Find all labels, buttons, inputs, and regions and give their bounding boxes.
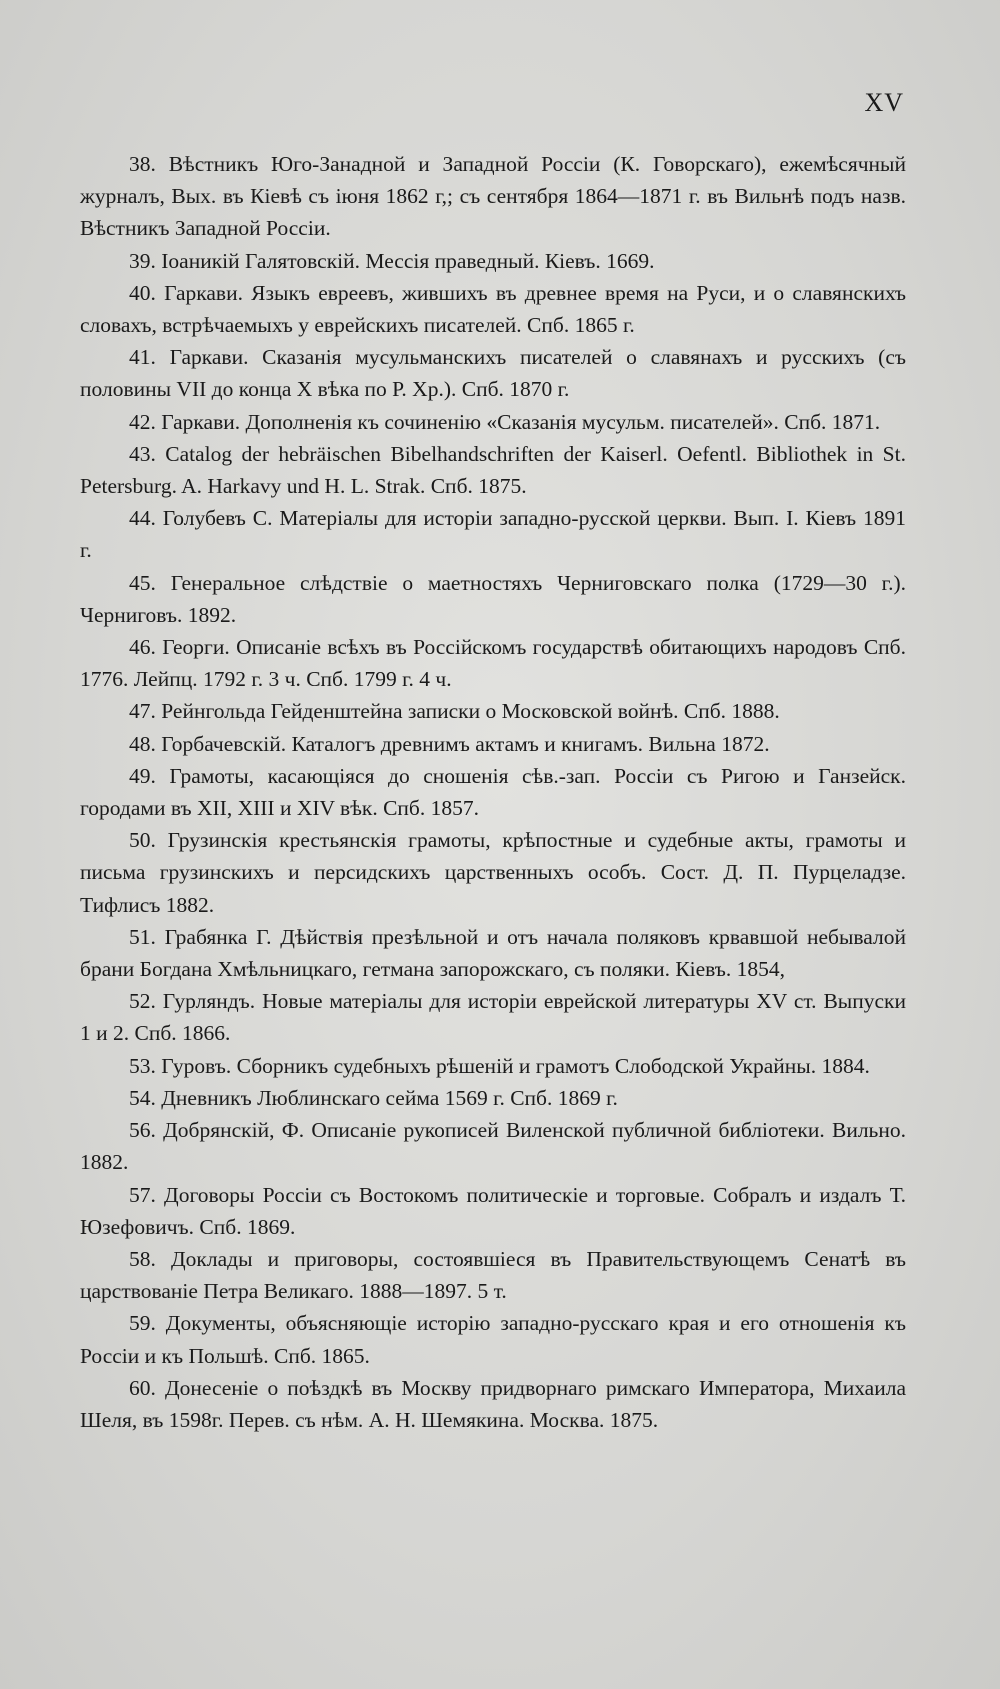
bibliography-entry: 40. Гаркави. Языкъ евреевъ, жившихъ въ древнее время на Руси, и о славянскихъ словахъ, встрѣчаемыхъ у еврейскихъ писателей. Спб. 1865 г. [80,280,906,338]
bibliography-entry: 38. Вѣстникъ Юго-Занадной и Западной Россіи (К. Говорскаго), ежемѣсячный журналъ, Вых. въ Кіевѣ съ іюня 1862 г,; съ сентября 1864—1871 г. въ Вильнѣ подъ назв. Вѣстникъ Западной Россіи. [80,152,906,241]
bibliography-entry: 47. Рейнгольда Гейденштейна записки о Московской войнѣ. Спб. 1888. [129,699,780,724]
bibliography-entry: 45. Генеральное слѣдствіе о маетностяхъ Черниговскаго полка (1729—30 г.). Черниговъ. 1892. [80,570,906,627]
bibliography-entry: 52. Гурляндъ. Новые матеріалы для исторіи еврейской литературы XV ст. Выпуски 1 и 2. Спб. 1866. [80,989,906,1046]
bibliography-entry: 46. Георги. Описаніе всѣхъ въ Россійскомъ государствѣ обитающихъ народовъ Спб. 1776. Лейпц. 1792 г. 3 ч. Спб. 1799 г. 4 ч. [80,635,906,692]
bibliography-entry: 41. Гаркави. Сказанія мусульманскихъ писателей о славянахъ и русскихъ (съ половины VII до конца X вѣка по Р. Хр.). Спб. 1870 г. [80,345,906,402]
bibliography-entry: 59. Документы, объясняющіе исторію западно-русскаго края и его отношенія къ Россіи и къ Польшѣ. Спб. 1865. [80,1311,906,1368]
bibliography-list [80,148,906,1436]
bibliography-entry: 54. Дневникъ Люблинскаго сейма 1569 г. Спб. 1869 г. [129,1085,618,1110]
bibliography-entry: 58. Доклады и приговоры, состоявшіеся въ Правительствующемъ Сенатѣ въ царствованіе Петра Великаго. 1888—1897. 5 т. [80,1246,906,1304]
bibliography-entry: 44. Голубевъ С. Матеріалы для исторіи западно-русской церкви. Вып. I. Кіевъ 1891 г. [80,506,906,563]
bibliography-entry: 56. Добрянскій, Ф. Описаніе рукописей Виленской публичной библіотеки. Вильно. 1882. [80,1118,906,1175]
bibliography-entry: 39. Іоаникій Галятовскій. Мессія праведный. Кіевъ. 1669. [129,248,655,273]
bibliography-entry: 42. Гаркави. Дополненія къ сочиненію «Сказанія мусульм. писателей». Спб. 1871. [129,409,881,434]
bibliography-entry: 60. Донесеніе о поѣздкѣ въ Москву придворнаго римскаго Императора, Михаила Шеля, въ 1598г. Перев. съ нѣм. А. Н. Шемякина. Москва. 1875. [80,1375,906,1432]
bibliography-entry: 53. Гуровъ. Сборникъ судебныхъ рѣшеній и грамотъ Слободской Украйны. 1884. [129,1053,870,1078]
bibliography-entry: 49. Грамоты, касающіяся до сношенія сѣв.-зап. Россіи съ Ригою и Ганзейск. городами въ XII, XIII и XIV вѣк. Спб. 1857. [80,763,906,821]
bibliography-entry: 57. Договоры Россіи съ Востокомъ политическіе и торговые. Собралъ и издалъ Т. Юзефовичъ. Спб. 1869. [80,1182,906,1239]
page-number: XV [864,88,904,117]
bibliography-entry: 48. Горбачевскій. Каталогъ древнимъ актамъ и книгамъ. Вильна 1872. [129,731,770,756]
bibliography-entry: 50. Грузинскія крестьянскія грамоты, крѣпостные и судебные акты, грамоты и письма грузинскихъ и персидскихъ царственныхъ особъ. Сост. Д. П. Пурцеладзе. Тифлисъ 1882. [80,828,906,917]
bibliography-entry: 43. Catalog der hebräischen Bibelhandschriften der Kaiserl. Oefentl. Bibliothek in St. Petersburg. A. Harkavy und H. L. Strak. Спб. 1875. [80,441,906,499]
bibliography-entry: 51. Грабянка Г. Дѣйствія презѣльной и отъ начала поляковъ крвавшой небывалой брани Богдана Хмѣльницкаго, гетмана запорожскаго, съ поляки. Кіевъ. 1854, [80,924,906,982]
